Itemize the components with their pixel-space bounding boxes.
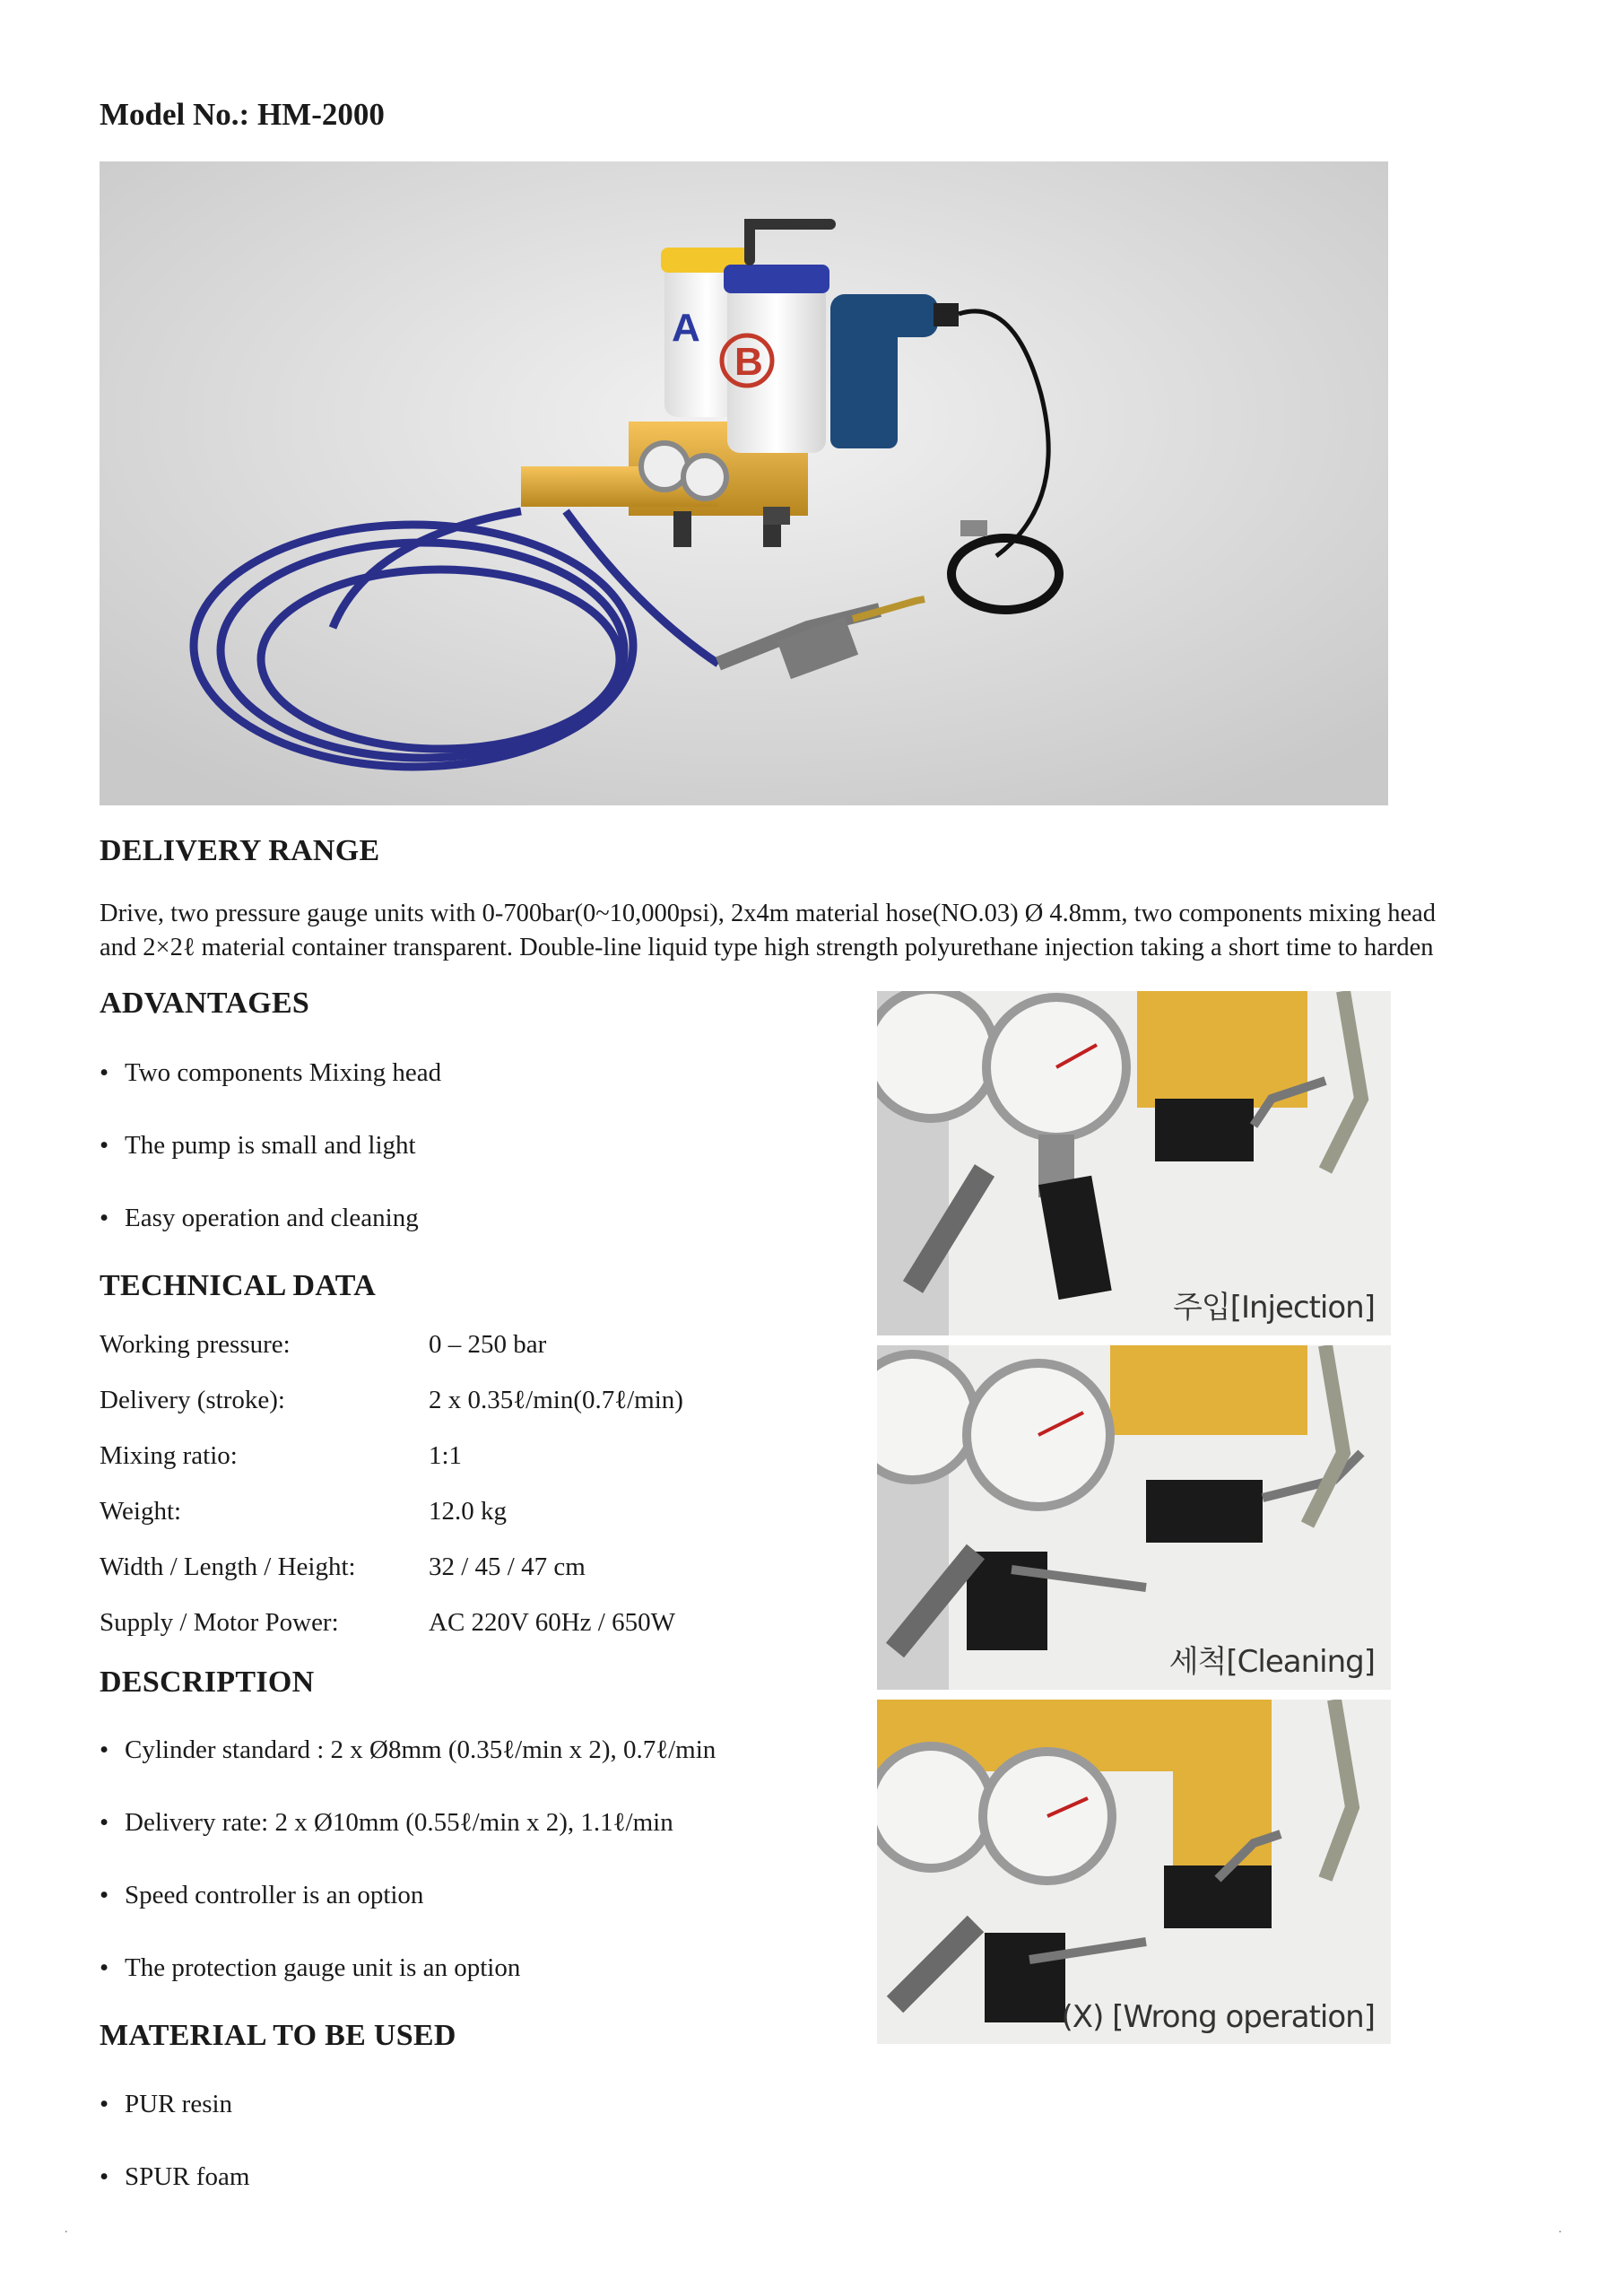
bullet-icon: •: [100, 1953, 109, 1982]
injection-photo: [877, 991, 1391, 1335]
material-item: [100, 2090, 232, 2119]
bullet-icon: •: [100, 1735, 109, 1764]
bullet-icon: •: [100, 1131, 109, 1160]
advantage-item: [100, 1058, 441, 1088]
description-item: [100, 1881, 423, 1910]
advantage-text: Easy operation and cleaning: [125, 1204, 419, 1232]
advantage-item: [100, 1131, 416, 1161]
spec-label: Mixing ratio:: [100, 1441, 238, 1470]
spec-label: Weight:: [100, 1497, 182, 1526]
description-heading: DESCRIPTION: [100, 1665, 315, 1699]
advantage-item: [100, 1204, 419, 1233]
spec-value: 1:1: [429, 1441, 463, 1470]
material-text: PUR resin: [125, 2090, 233, 2118]
bottle-b-label: B: [734, 340, 763, 384]
bullet-icon: •: [100, 2090, 109, 2118]
material-text: SPUR foam: [125, 2162, 250, 2191]
spec-value: 0 – 250 bar: [429, 1330, 547, 1359]
wrong-operation-photo: [877, 1700, 1391, 2044]
bullet-icon: •: [100, 1808, 109, 1837]
corner-mark-left: .: [65, 2222, 68, 2236]
description-text: The protection gauge unit is an option: [125, 1953, 521, 1982]
delivery-range-text: [100, 897, 1552, 965]
spec-label: Delivery (stroke):: [100, 1386, 285, 1414]
delivery-range-line-2: and 2×2ℓ material container transparent. Double-line liquid type high strength polyurethane injection taking a short time to harden: [100, 934, 1434, 961]
cleaning-caption: 세척[Cleaning]: [1168, 1644, 1375, 1680]
advantage-text: The pump is small and light: [125, 1131, 416, 1160]
delivery-range-line-1: Drive, two pressure gauge units with 0-700bar(0~10,000psi), 2x4m material hose(NO.03) Ø 4.8mm, two components mixing head: [100, 900, 1437, 927]
description-item: [100, 1953, 520, 1983]
cleaning-photo: [877, 1345, 1391, 1690]
page-title: Model No.: HM-2000: [100, 97, 385, 132]
material-heading: MATERIAL TO BE USED: [100, 2019, 456, 2052]
spec-label: Supply / Motor Power:: [100, 1608, 339, 1637]
spec-value: 12.0 kg: [429, 1497, 507, 1526]
corner-mark-right: .: [1559, 2222, 1562, 2236]
description-text: Delivery rate: 2 x Ø10mm (0.55ℓ/min x 2), 1.1ℓ/min: [125, 1808, 673, 1837]
description-item: [100, 1735, 716, 1765]
bullet-icon: •: [100, 1881, 109, 1909]
spec-value: 2 x 0.35ℓ/min(0.7ℓ/min): [429, 1386, 683, 1414]
bullet-icon: •: [100, 1204, 109, 1232]
spec-label: Width / Length / Height:: [100, 1552, 356, 1581]
delivery-range-heading: DELIVERY RANGE: [100, 834, 380, 867]
spec-label: Working pressure:: [100, 1330, 291, 1359]
technical-data-heading: TECHNICAL DATA: [100, 1269, 377, 1302]
spec-value: 32 / 45 / 47 cm: [429, 1552, 586, 1581]
wrong-operation-caption: (X) [Wrong operation]: [1061, 1999, 1375, 2035]
product-photo: [100, 161, 1388, 805]
description-text: Cylinder standard : 2 x Ø8mm (0.35ℓ/min x 2), 0.7ℓ/min: [125, 1735, 716, 1764]
advantage-text: Two components Mixing head: [125, 1058, 442, 1087]
description-text: Speed controller is an option: [125, 1881, 424, 1909]
material-item: [100, 2162, 249, 2192]
injection-caption: 주입[Injection]: [1173, 1290, 1375, 1326]
advantages-heading: ADVANTAGES: [100, 987, 310, 1020]
bottle-a-label: A: [672, 306, 700, 350]
bullet-icon: •: [100, 1058, 109, 1087]
description-item: [100, 1808, 673, 1838]
bullet-icon: •: [100, 2162, 109, 2191]
spec-value: AC 220V 60Hz / 650W: [429, 1608, 675, 1637]
